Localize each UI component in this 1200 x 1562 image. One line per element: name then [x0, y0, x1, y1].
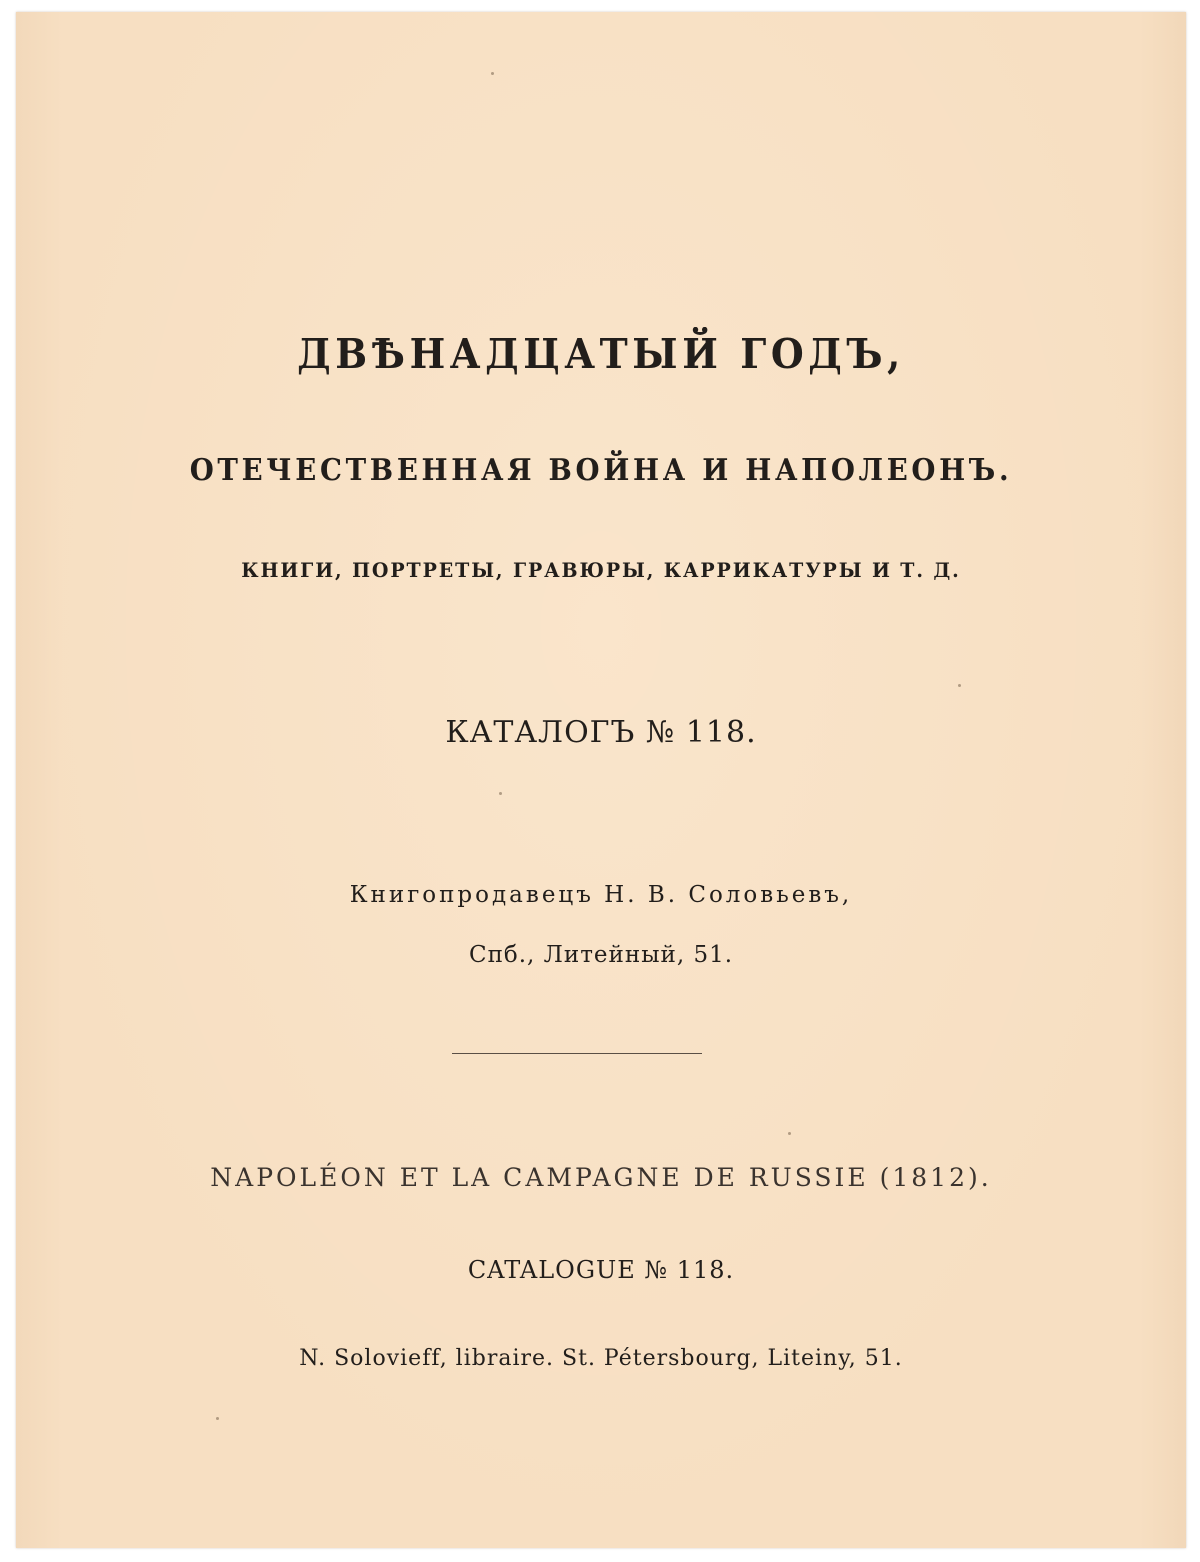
paper-speck	[499, 792, 502, 795]
contents-line: КНИГИ, ПОРТРЕТЫ, ГРАВЮРЫ, КАРРИКАТУРЫ И Т. Д.	[241, 558, 961, 582]
catalog-number-french: CATALOGUE № 118.	[467, 1256, 735, 1284]
page-title: ДВѢНАДЦАТЫЙ ГОДЪ,	[297, 330, 905, 378]
paper-speck	[788, 1132, 791, 1135]
paper-speck	[491, 72, 494, 75]
bookseller-line-french: N. Solovieff, libraire. St. Pétersbourg, Liteiny, 51.	[299, 1346, 903, 1371]
catalog-title-page	[16, 12, 1186, 1548]
paper-speck	[216, 1417, 219, 1420]
catalog-number-russian: КАТАЛОГЪ № 118.	[445, 715, 757, 750]
paper-speck	[958, 684, 961, 687]
bookseller-name-russian: Книгопродавецъ Н. В. Соловьевъ,	[349, 882, 853, 908]
section-divider	[452, 1053, 702, 1054]
page-subtitle: ОТЕЧЕСТВЕННАЯ ВОЙНА И НАПОЛЕОНЪ.	[189, 453, 1013, 488]
bookseller-address-russian: Спб., Литейный, 51.	[468, 942, 734, 968]
french-title: NAPOLÉON ET LA CAMPAGNE DE RUSSIE (1812).	[210, 1163, 992, 1192]
